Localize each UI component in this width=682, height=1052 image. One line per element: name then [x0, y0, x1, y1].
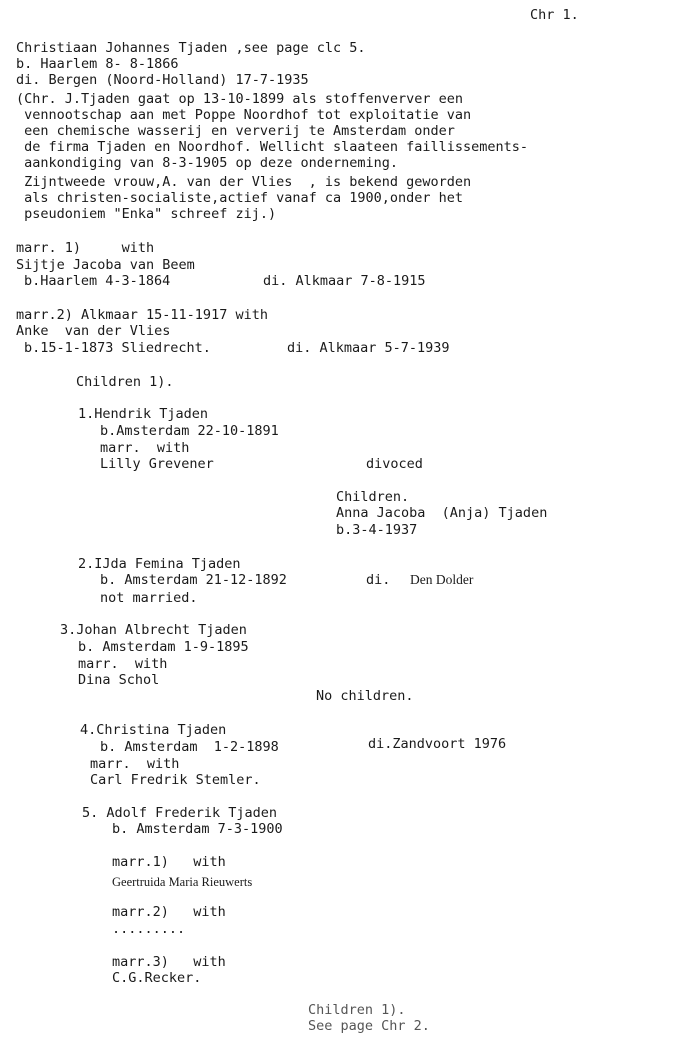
marriage-header: marr. 1) with: [16, 240, 155, 256]
child-marriage: marr. with: [100, 440, 190, 456]
child-death: di.Zandvoort 1976: [368, 736, 507, 752]
child-marriage: marr. with: [78, 656, 168, 672]
grandchildren-label: Children 1).: [308, 1002, 406, 1018]
child-spouse: Carl Fredrik Stemler.: [90, 772, 261, 788]
person-birth: b. Haarlem 8- 8-1866: [16, 56, 179, 72]
spouse-name: Anke van der Vlies: [16, 323, 171, 339]
child-name: 1.Hendrik Tjaden: [78, 406, 209, 422]
grandchild-name: Anna Jacoba (Anja) Tjaden: [336, 505, 548, 521]
child-spouse: Dina Schol: [78, 672, 160, 688]
child-name: 2.IJda Femina Tjaden: [78, 556, 241, 572]
child-spouse-3: C.G.Recker.: [112, 970, 202, 986]
marriage-header: marr.2) Alkmaar 15-11-1917 with: [16, 307, 268, 323]
child-death-prefix: di.: [366, 572, 391, 588]
child-marriage: marr. with: [90, 756, 180, 772]
spouse-birth: b.Haarlem 4-3-1864: [24, 273, 171, 289]
grandchildren-label: Children.: [336, 489, 410, 505]
person-note-line: als christen-socialiste,actief vanaf ca 1900,onder het: [16, 190, 464, 206]
child-birth: b. Amsterdam 1-2-1898: [100, 739, 279, 755]
person-death: di. Bergen (Noord-Holland) 17-7-1935: [16, 72, 309, 88]
child-birth: b. Amsterdam 7-3-1900: [112, 821, 283, 837]
spouse-death: di. Alkmaar 7-8-1915: [263, 273, 426, 289]
person-note-line: Zijntweede vrouw,A. van der Vlies , is bekend geworden: [16, 174, 472, 190]
child-marriage-3: marr.3) with: [112, 954, 226, 970]
child-death-place: Den Dolder: [410, 572, 474, 587]
child-marriage-1: marr.1) with: [112, 854, 226, 870]
child-spouse-1: Geertruida Maria Rieuwerts: [112, 875, 253, 889]
child-marriage-2: marr.2) with: [112, 904, 226, 920]
person-note-line: aankondiging van 8-3-1905 op deze onderneming.: [16, 155, 399, 171]
person-note-line: vennootschap aan met Poppe Noordhof tot exploitatie van: [16, 107, 472, 123]
page-reference: Chr 1.: [530, 7, 579, 23]
child-birth: b. Amsterdam 1-9-1895: [78, 639, 249, 655]
spouse-birth: b.15-1-1873 Sliedrecht.: [24, 340, 211, 356]
child-name: 4.Christina Tjaden: [80, 722, 227, 738]
child-birth: b. Amsterdam 21-12-1892: [100, 572, 287, 588]
child-name: 3.Johan Albrecht Tjaden: [60, 622, 247, 638]
children-note: No children.: [316, 688, 414, 704]
spouse-death: di. Alkmaar 5-7-1939: [287, 340, 450, 356]
person-name: Christiaan Johannes Tjaden ,see page clc 5.: [16, 40, 366, 56]
grandchild-birth: b.3-4-1937: [336, 522, 418, 538]
person-note-line: een chemische wasserij en ververij te Amsterdam onder: [16, 123, 455, 139]
spouse-name: Sijtje Jacoba van Beem: [16, 257, 195, 273]
child-birth: b.Amsterdam 22-10-1891: [100, 423, 279, 439]
see-page-reference: See page Chr 2.: [308, 1018, 430, 1034]
child-spouse-2: .........: [112, 921, 186, 937]
person-note-line: pseudoniem "Enka" schreef zij.): [16, 206, 277, 222]
marriage-status: divoced: [366, 456, 423, 472]
children-header: Children 1).: [76, 374, 174, 390]
child-name: 5. Adolf Frederik Tjaden: [82, 805, 278, 821]
child-status: not married.: [100, 590, 198, 606]
person-note-line: de firma Tjaden en Noordhof. Wellicht slaateen faillissements-: [16, 139, 529, 155]
child-spouse: Lilly Grevener: [100, 456, 214, 472]
person-note-line: (Chr. J.Tjaden gaat op 13-10-1899 als stoffenverver een: [16, 91, 464, 107]
